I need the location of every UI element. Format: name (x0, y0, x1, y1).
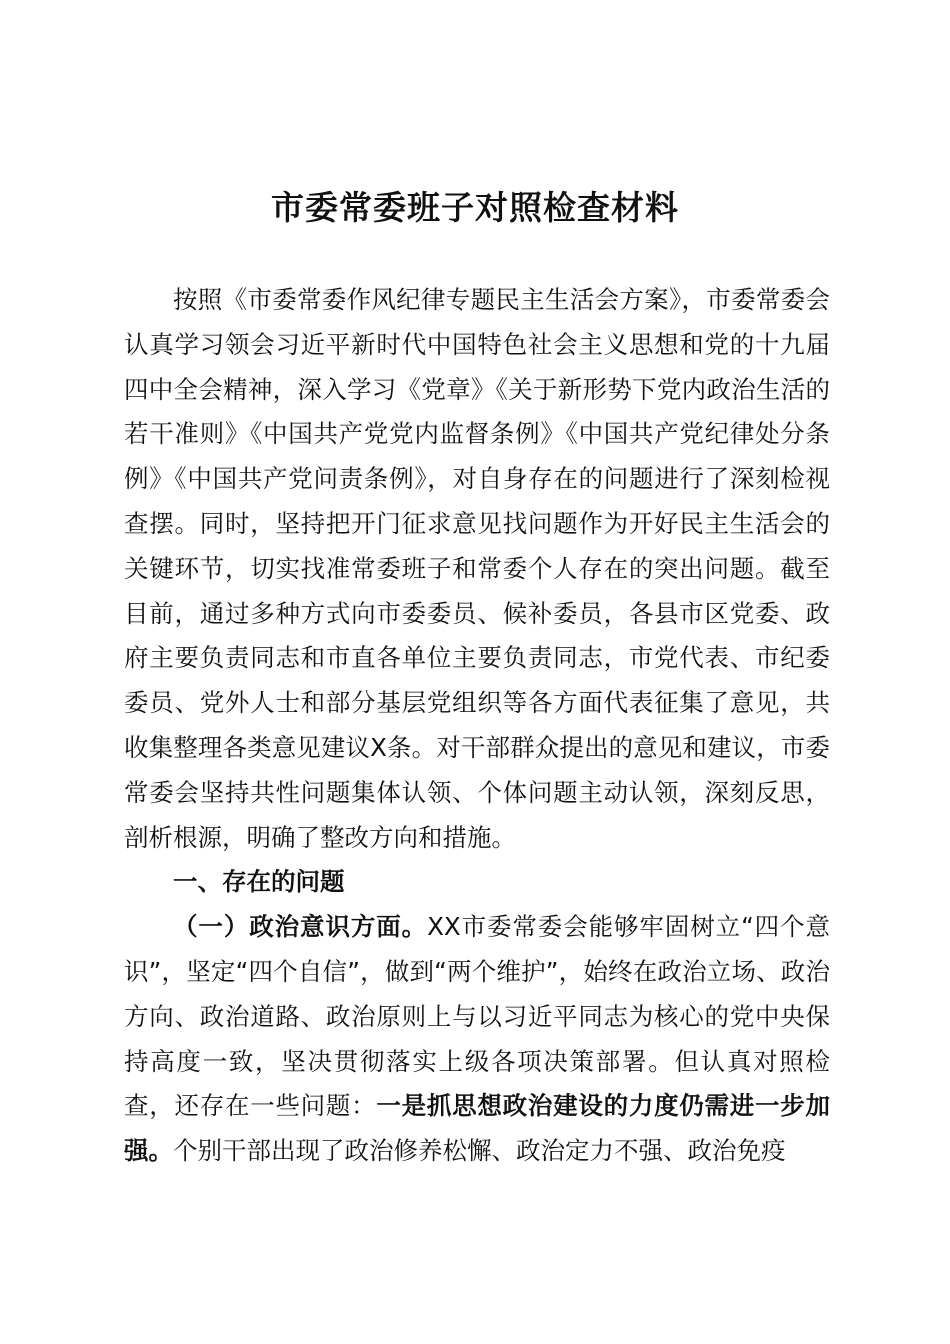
point-one-text: 个别干部出现了政治修养松懈、政治定力不强、政治免疫 (173, 1136, 786, 1166)
document-body (124, 278, 830, 1174)
subsection-label: （一）政治意识方面。 (173, 912, 428, 942)
section-heading: 一、存在的问题 (173, 867, 345, 897)
intro-paragraph: 按照《市委常委作风纪律专题民主生活会方案》，市委常委会认真学习领会习近平新时代中国特色社会主义思想和党的十九届四中全会精神，深入学习《党章》《关于新形势下党内政治生活的若干准则》《中国共产党党内监督条例》《中国共产党纪律处分条例》《中国共产党问责条例》，对自身存在的问题进行了深刻检视查摆。同时，坚持把开门征求意见找问题作为开好民主生活会的关键环节，切实找准常委班子和常委个人存在的突出问题。截至目前，通过多种方式向市委委员、候补委员，各县市区党委、政府主要负责同志和市直各单位主要负责同志，市党代表、市纪委委员、党外人士和部分基层党组织等各方面代表征集了意见，共收集整理各类意见建议X条。对干部群众提出的意见和建议，市委常委会坚持共性问题集体认领、个体问题主动认领，深刻反思，剖析根源，明确了整改方向和措施。 (124, 285, 830, 852)
point-one-heading: 一是抓思想政治建设的力度仍需进一步加强。 (124, 1091, 831, 1166)
subsection-text: XX市委常委会能够牢固树立“四个意识”，坚定“四个自信”，做到“两个维护”，始终在政治立场、政治方向、政治道路、政治原则上与以习近平同志为核心的党中央保持高度一致，坚决贯彻落实上级各项决策部署。但认真对照检查，还存在一些问题： (124, 912, 830, 1121)
document-title: 市委常委班子对照检查材料 (271, 188, 679, 227)
subsection-paragraph (124, 905, 830, 1174)
